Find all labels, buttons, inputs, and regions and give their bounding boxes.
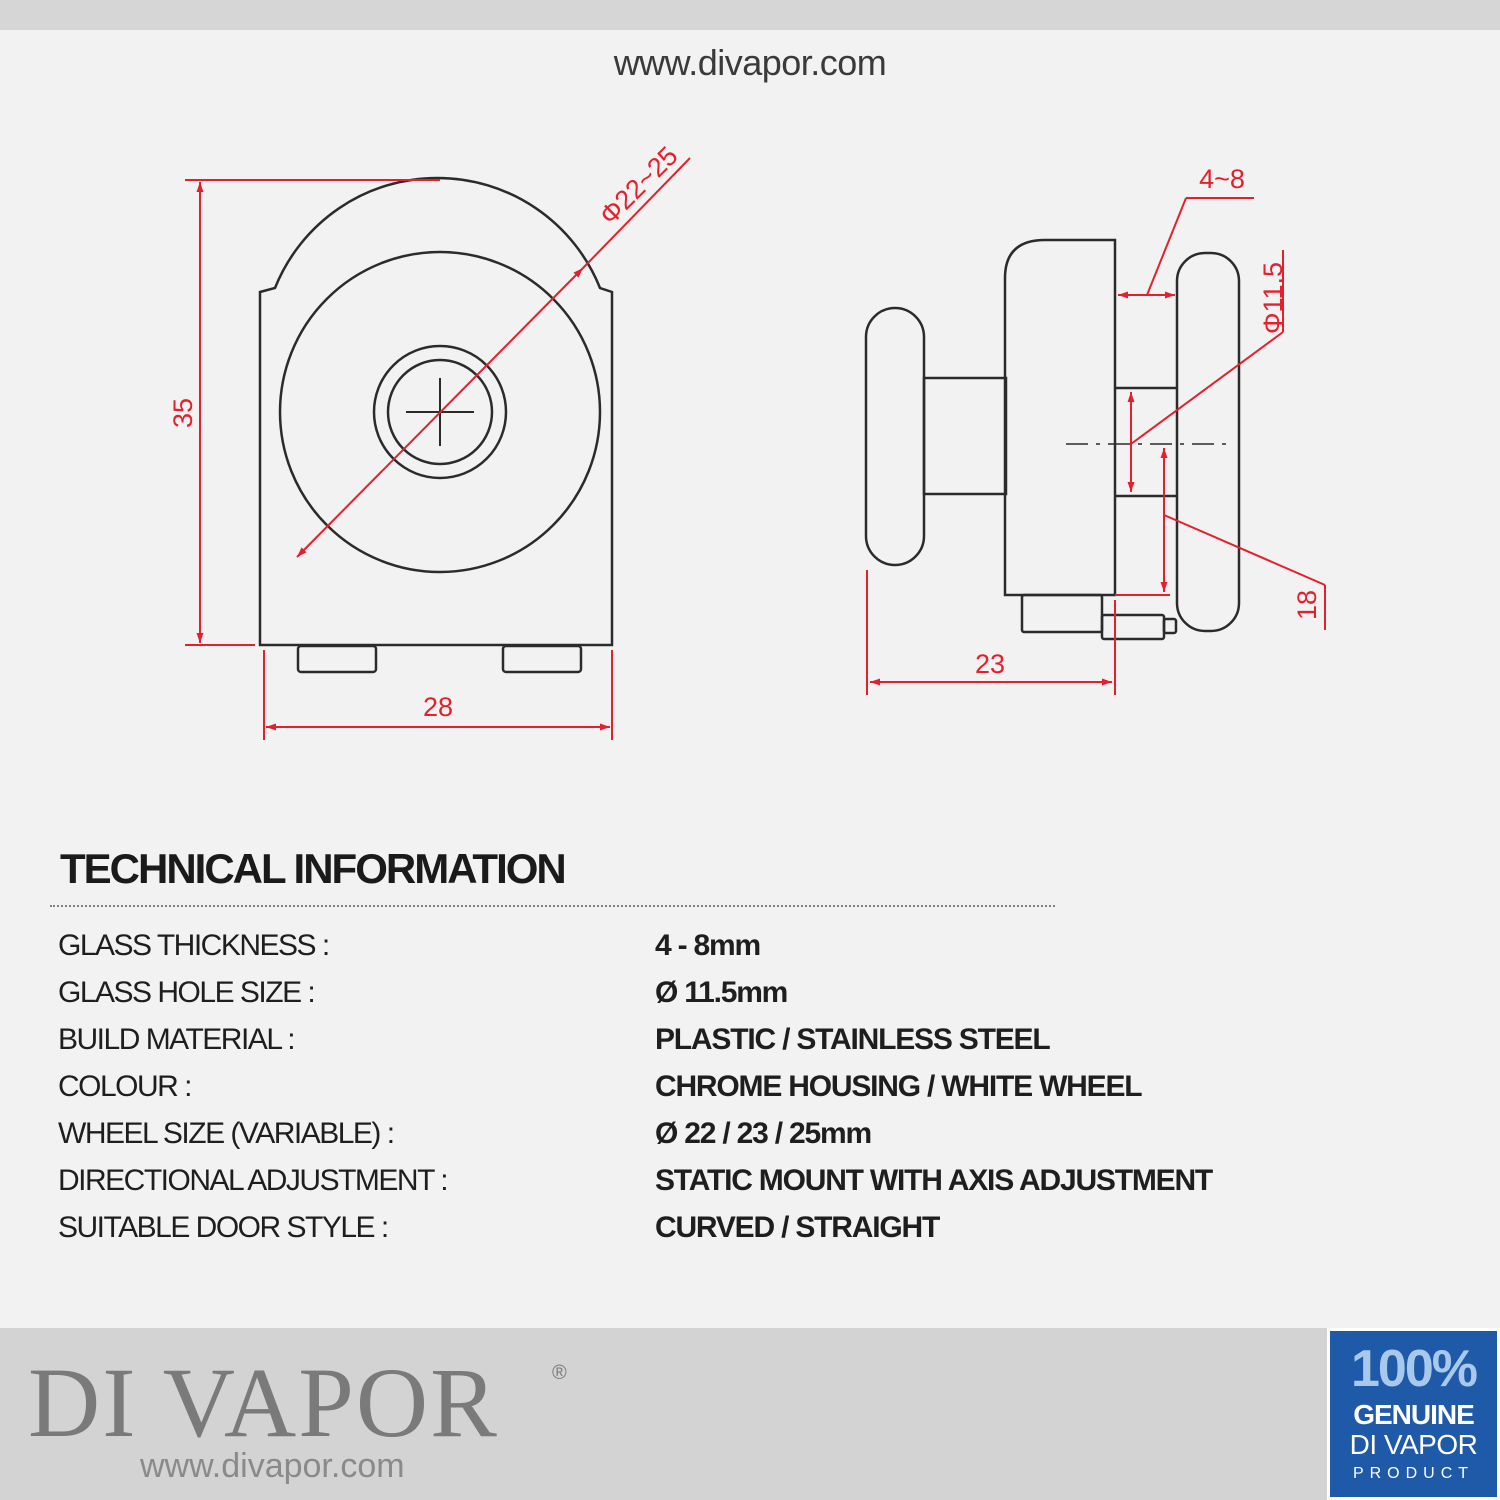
spec-row xyxy=(0,929,1500,969)
mount-foot-right xyxy=(503,646,581,672)
tech-title: TECHNICAL INFORMATION xyxy=(60,845,565,892)
dim-adjust-label: 18 xyxy=(1292,589,1322,621)
spec-row xyxy=(0,1164,1500,1204)
badge-genuine: GENUINE xyxy=(1353,1399,1474,1430)
spec-value: Ø 11.5mm xyxy=(655,976,788,1009)
spec-row xyxy=(0,1211,1500,1251)
dim-depth-label: 23 xyxy=(974,649,1006,679)
header-url: www.divapor.com xyxy=(613,42,887,83)
spec-row xyxy=(0,1070,1500,1110)
side-foot xyxy=(1022,595,1102,632)
mount-foot-left xyxy=(298,646,376,672)
spec-value: CHROME HOUSING / WHITE WHEEL xyxy=(655,1070,1142,1103)
side-housing xyxy=(1005,240,1115,595)
badge-brand: DI VAPOR xyxy=(1349,1429,1478,1460)
registered-mark: ® xyxy=(552,1362,567,1384)
spec-label: COLOUR : xyxy=(58,1070,192,1103)
spec-label: DIRECTIONAL ADJUSTMENT : xyxy=(58,1164,448,1197)
spec-value: 4 - 8mm xyxy=(655,929,760,962)
spec-row xyxy=(0,1023,1500,1063)
spec-row xyxy=(0,976,1500,1016)
side-view xyxy=(866,240,1239,639)
dim-hole-label: Φ11.5 xyxy=(1258,261,1288,335)
side-view-dimensions xyxy=(867,198,1325,695)
badge-percent: 100% xyxy=(1351,1340,1476,1398)
spec-value: Ø 22 / 23 / 25mm xyxy=(655,1117,871,1150)
side-backplate xyxy=(1177,253,1239,631)
spec-label: SUITABLE DOOR STYLE : xyxy=(58,1211,388,1244)
spec-label: GLASS HOLE SIZE : xyxy=(58,976,315,1009)
spec-label: BUILD MATERIAL : xyxy=(58,1023,295,1056)
spec-label: GLASS THICKNESS : xyxy=(58,929,329,962)
side-axle xyxy=(924,378,1006,494)
brand-logo: DI VAPOR xyxy=(28,1347,499,1458)
dim-width-label: 28 xyxy=(422,692,454,722)
spec-row xyxy=(0,1117,1500,1157)
badge-product: PRODUCT xyxy=(1352,1465,1475,1482)
spec-value: STATIC MOUNT WITH AXIS ADJUSTMENT xyxy=(655,1164,1213,1197)
genuine-badge xyxy=(1327,1328,1500,1500)
spec-label: WHEEL SIZE (VARIABLE) : xyxy=(58,1117,394,1150)
side-wheel xyxy=(866,308,924,565)
dim-wheel-diameter-label: Φ22~25 xyxy=(593,140,684,231)
tech-divider xyxy=(50,905,1055,907)
dim-height-label: 35 xyxy=(168,397,198,429)
spec-value: PLASTIC / STAINLESS STEEL xyxy=(655,1023,1050,1056)
spec-value: CURVED / STRAIGHT xyxy=(655,1211,940,1244)
dim-glass-label: 4~8 xyxy=(1199,164,1245,194)
front-view xyxy=(260,178,612,672)
footer-url: www.divapor.com xyxy=(140,1447,405,1485)
